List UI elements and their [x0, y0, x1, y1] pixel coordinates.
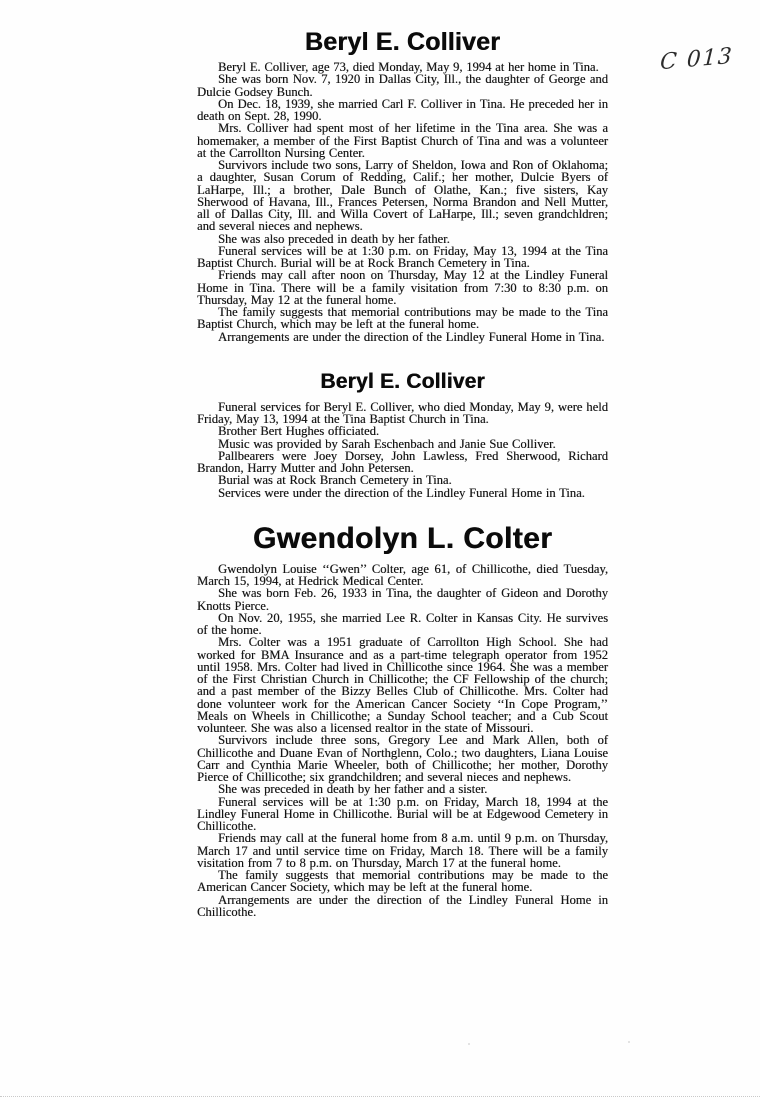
obituary-paragraph: Funeral services will be at 1:30 p.m. on Friday, May 13, 1994 at the Tina Baptist Church. Burial will be at Rock Branch Cemetery in Tina.: [197, 243, 608, 270]
obituary-paragraph: She was also preceded in death by her father.: [218, 231, 450, 246]
obituary-paragraph: Survivors include two sons, Larry of Sheldon, Iowa and Ron of Oklahoma; a daughter, Susan Corum of Redding, Calif.; her mother, Dulcie Byers of LaHarpe, Ill.; a brother, Dale Bunch of Olathe, Kan.; five sisters, Kay Sherwood of Havana, Ill., Frances Petersen, Norma Brandon and Nell Mutter, all of Dallas City, Ill. and Willa Covert of LaHarpe, Ill.; seven grandchldren; and several nieces and nephews.: [197, 158, 608, 234]
obituary-paragraph: Music was provided by Sarah Eschenbach and Janie Sue Colliver.: [218, 436, 556, 451]
obituary-paragraph: Mrs. Colter was a 1951 graduate of Carrollton High School. She had worked for BMA Insurance and as a part-time telegraph operator from 1952 until 1958. Mrs. Colter had lived in Chillicothe since 1964. She was a member of the First Christian Church in Chillicothe; the CF Fellowship of the church; and a past member of the Bizzy Belles Club of Chillicothe. Mrs. Colter had done volunteer work for the American Cancer Society ‘‘In Cope Program,’’ Meals on Wheels in Chillicothe; a Sunday School teacher; and a Cub Scout volunteer. She was also a licensed realtor in the state of Missouri.: [197, 635, 608, 735]
obituary-paragraph: The family suggests that memorial contributions may be made to the American Cancer Society, which may be left at the funeral home.: [197, 868, 608, 895]
obituary-paragraph: The family suggests that memorial contributions may be made to the Tina Baptist Church, which may be left at the funeral home.: [197, 305, 608, 332]
newspaper-column: [197, 28, 608, 918]
obituary-body: [197, 563, 608, 918]
obituary-paragraph: Friends may call after noon on Thursday, May 12 at the Lindley Funeral Home in Tina. There will be a family visitation from 7:30 to 8:30 p.m. on Thursday, May 12 at the funeral home.: [197, 268, 608, 307]
obituary-paragraph: Funeral services will be at 1:30 p.m. on Friday, March 18, 1994 at the Lindley Funeral Home in Chillicothe. Burial will be at Edgewood Cemetery in Chillicothe.: [197, 794, 608, 833]
obituary-paragraph: She was born Nov. 7, 1920 in Dallas City, Ill., the daughter of George and Dulcie Godsey Bunch.: [197, 72, 608, 99]
obituary-body: [197, 401, 608, 499]
obituary-paragraph: On Dec. 18, 1939, she married Carl F. Colliver in Tina. He preceded her in death on Sept. 28, 1990.: [197, 96, 608, 123]
obituary-paragraph: Pallbearers were Joey Dorsey, John Lawless, Fred Sherwood, Richard Brandon, Harry Mutter and John Petersen.: [197, 448, 608, 475]
obituary-paragraph: Gwendolyn Louise ‘‘Gwen’’ Colter, age 61, of Chillicothe, died Tuesday, March 15, 1994, at Hedrick Medical Center.: [197, 561, 608, 588]
obituary-title: Beryl E. Colliver: [320, 369, 485, 393]
handwritten-code: C 013: [659, 43, 734, 76]
obituary-paragraph: On Nov. 20, 1955, she married Lee R. Colter in Kansas City. He survives of the home.: [197, 610, 608, 637]
obituary-title: Gwendolyn L. Colter: [252, 521, 553, 555]
scan-speck: [468, 1043, 470, 1045]
obituary-paragraph: Funeral services for Beryl E. Colliver, who died Monday, May 9, were held Friday, May 13, 1994 at the Tina Baptist Church in Tina.: [197, 399, 608, 426]
obituary-paragraph: Services were under the direction of the Lindley Funeral Home in Tina.: [218, 485, 585, 500]
obituary-paragraph: Arrangements are under the direction of the Lindley Funeral Home in Chillicothe.: [197, 892, 608, 919]
obituary-title: Beryl E. Colliver: [304, 28, 501, 56]
obituary-article-beryl-colliver-1: [197, 28, 608, 343]
obituary-paragraph: Arrangements are under the direction of the Lindley Funeral Home in Tina.: [218, 329, 605, 344]
obituary-paragraph: Beryl E. Colliver, age 73, died Monday, May 9, 1994 at her home in Tina.: [218, 60, 599, 74]
obituary-article-beryl-colliver-2: [197, 370, 608, 499]
obituary-paragraph: She was preceded in death by her father and a sister.: [218, 782, 488, 797]
obituary-paragraph: Brother Bert Hughes officiated.: [218, 424, 380, 439]
scan-speck: [628, 1041, 630, 1043]
obituary-paragraph: Friends may call at the funeral home from 8 a.m. until 9 p.m. on Thursday, March 17 and until service time on Friday, March 18. There will be a family visitation from 7 to 8 p.m. on Thursday, March 17 at the funeral home.: [197, 831, 608, 870]
page-bottom-scan-line: [0, 1096, 760, 1097]
obituary-article-gwendolyn-colter: [197, 522, 608, 918]
obituary-paragraph: Burial was at Rock Branch Cemetery in Tina.: [218, 473, 452, 488]
obituary-paragraph: Survivors include three sons, Gregory Lee and Mark Allen, both of Chillicothe and Duane Evan of Northglenn, Colo.; two daughters, Liana Louise Carr and Cynthia Marie Wheeler, both of Chillicothe; her mother, Dorothy Pierce of Chillicothe; six grandchildren; and several nieces and nephews.: [197, 733, 608, 784]
obituary-paragraph: Mrs. Colliver had spent most of her lifetime in the Tina area. She was a homemaker, a member of the First Baptist Church of Tina and was a volunteer at the Carrollton Nursing Center.: [197, 121, 608, 160]
obituary-paragraph: She was born Feb. 26, 1933 in Tina, the daughter of Gideon and Dorothy Knotts Pierce.: [197, 586, 608, 613]
obituary-body: [197, 61, 608, 343]
